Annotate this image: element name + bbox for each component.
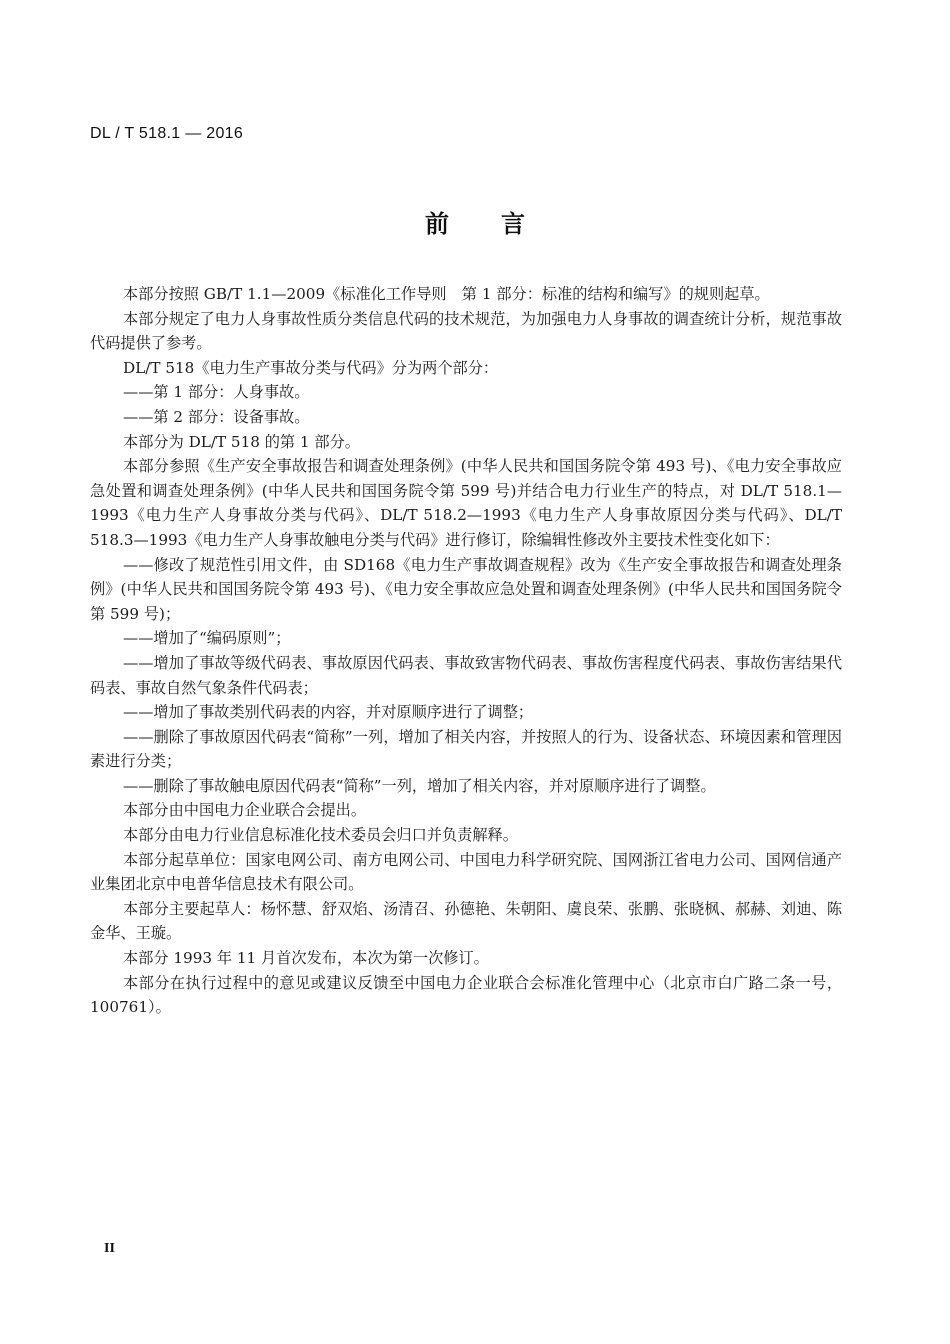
paragraph: 本部分参照《生产安全事故报告和调查处理条例》(中华人民共和国国务院令第 493 号)、《电力安全事故应急处置和调查处理条例》(中华人民共和国国务院令第 599 号)并结合电力行业生产的特点，对 DL/T 518.1—1993《电力生产人身事故分类与代码》、DL/T 518.2—1993《电力生产人身事故原因分类与代码》、DL/T 518.3—1993《电力生产人身事故触电分类与代码》进行修订，除编辑性修改外主要技术性变化如下： [90,457,842,549]
paragraph: 本部分由电力行业信息标准化技术委员会归口并负责解释。 [123,826,518,845]
paragraph: DL/T 518《电力生产事故分类与代码》分为两个部分： [123,358,499,377]
standard-code: DL / T 518.1 — 2016 [90,125,244,142]
paragraph: 本部分为 DL/T 518 的第 1 部分。 [123,432,360,451]
list-item: ——修改了规范性引用文件，由 SD168《电力生产事故调查规程》改为《生产安全事故报告和调查处理条例》(中华人民共和国国务院令第 493 号)、《电力安全事故应急处置和调查处理条例》(中华人民共和国国务院令第 599 号)； [90,555,842,623]
page-number: II [104,1241,115,1256]
foreword-body [90,282,842,1020]
paragraph: 本部分主要起草人：杨怀慧、舒双焰、汤清召、孙德艳、朱朝阳、虞良荣、张鹏、张晓枫、郝赫、刘迪、陈金华、王璇。 [90,899,842,943]
list-item: ——增加了事故等级代码表、事故原因代码表、事故致害物代码表、事故伤害程度代码表、事故伤害结果代码表、事故自然气象条件代码表； [90,653,842,697]
paragraph: 本部分 1993 年 11 月首次发布，本次为第一次修订。 [123,949,489,968]
list-item: ——删除了事故原因代码表“简称”一列，增加了相关内容，并按照人的行为、设备状态、环境因素和管理因素进行分类； [90,727,842,771]
paragraph: 本部分由中国电力企业联合会提出。 [123,801,366,820]
list-item: ——增加了“编码原则”； [123,629,291,648]
paragraph: 本部分规定了电力人身事故性质分类信息代码的技术规范，为加强电力人身事故的调查统计分析，规范事故代码提供了参考。 [90,309,842,353]
page-title: 前言 [425,210,577,238]
list-item: ——第 2 部分：设备事故。 [123,407,310,426]
list-item: ——第 1 部分：人身事故。 [123,383,310,402]
paragraph: 本部分在执行过程中的意见或建议反馈至中国电力企业联合会标准化管理中心（北京市白广路二条一号，100761）。 [90,973,842,1017]
list-item: ——增加了事故类别代码表的内容，并对原顺序进行了调整； [123,703,534,722]
paragraph: 本部分起草单位：国家电网公司、南方电网公司、中国电力科学研究院、国网浙江省电力公司、国网信通产业集团北京中电普华信息技术有限公司。 [90,850,842,894]
paragraph: 本部分按照 GB/T 1.1—2009《标准化工作导则 第 1 部分：标准的结构和编写》的规则起草。 [123,285,770,303]
list-item: ——删除了事故触电原因代码表“简称”一列，增加了相关内容，并对原顺序进行了调整。 [123,776,716,795]
